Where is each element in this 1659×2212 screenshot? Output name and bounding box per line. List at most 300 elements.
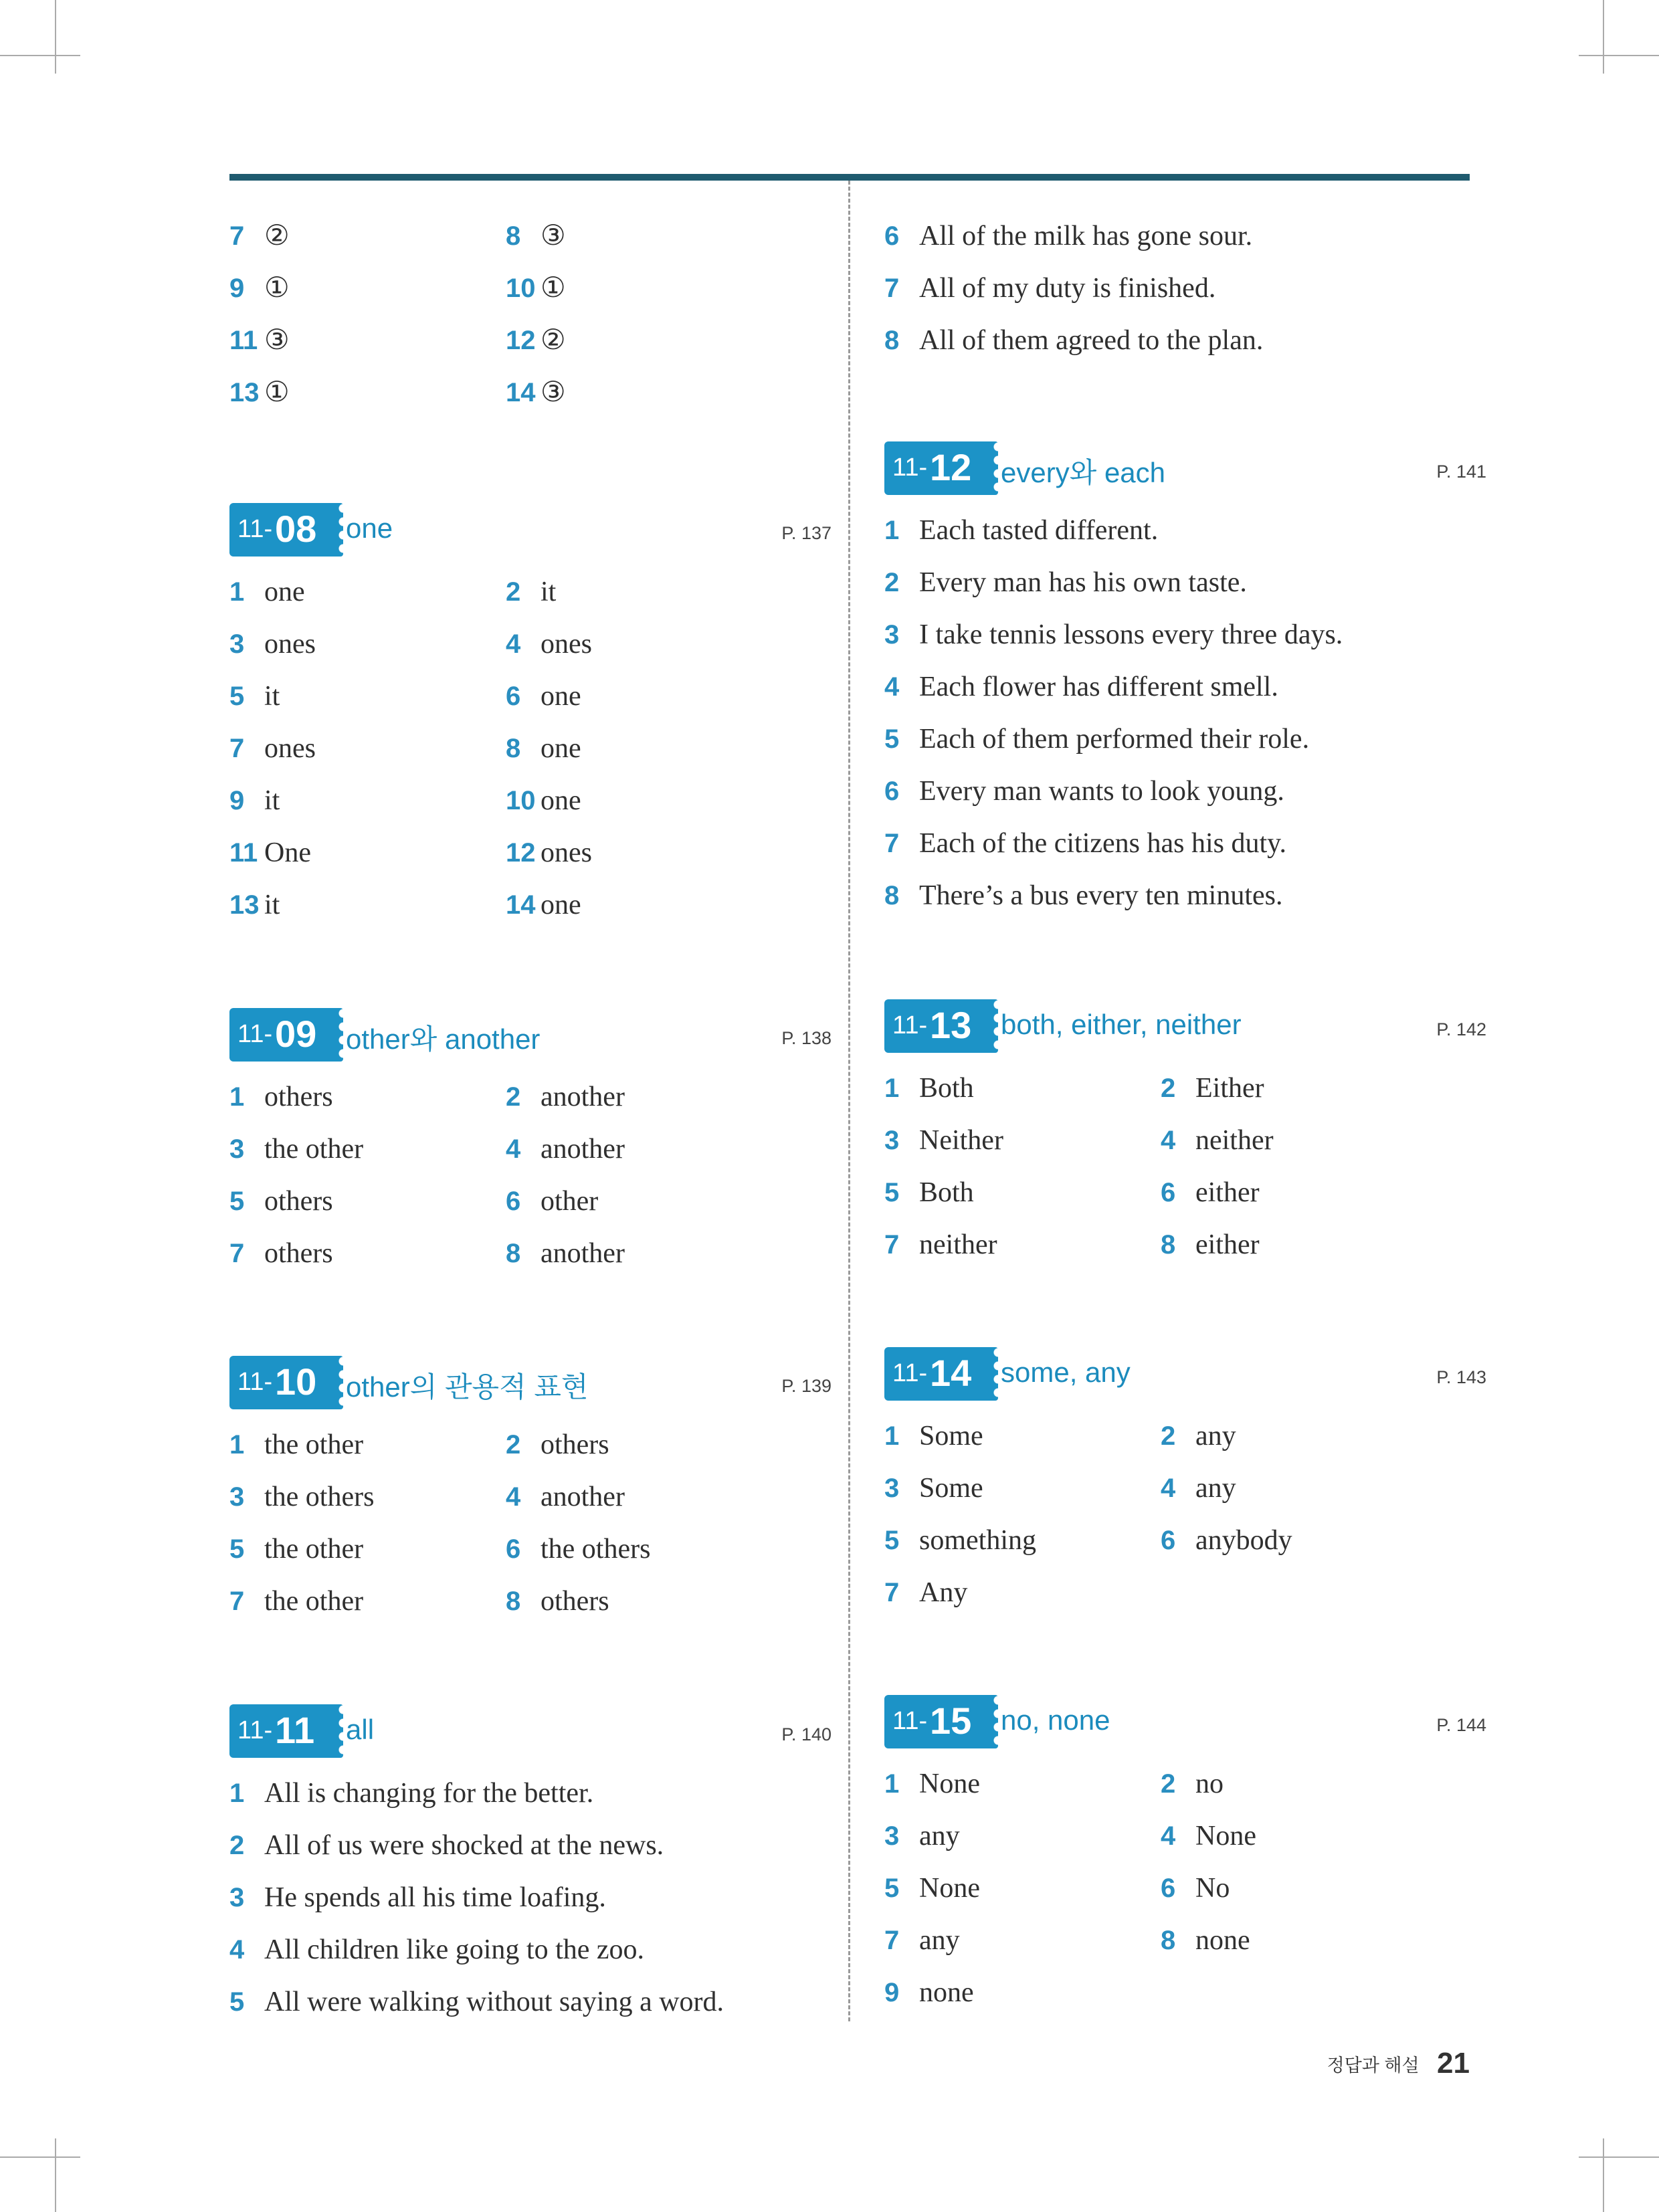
question-number: 5 xyxy=(229,682,245,711)
page-reference: P. 137 xyxy=(781,523,832,543)
answer-item xyxy=(229,314,290,367)
question-number: 8 xyxy=(1161,1230,1176,1260)
answer-item xyxy=(884,1862,980,1914)
answer-text: All is changing for the better. xyxy=(264,1778,594,1809)
answer-text: no xyxy=(1195,1769,1224,1799)
answer-row xyxy=(229,1175,832,1227)
answer-row xyxy=(229,1872,832,1924)
answer-row xyxy=(229,314,832,367)
answer-text: ③ xyxy=(264,325,290,356)
answer-item xyxy=(506,566,556,618)
answer-text: it xyxy=(541,577,557,607)
question-number: 1 xyxy=(229,1082,245,1112)
section-11-11-continued xyxy=(884,210,1486,367)
answer-row xyxy=(229,367,832,419)
answer-item xyxy=(506,1123,625,1175)
answer-item xyxy=(884,504,1158,557)
section-header xyxy=(229,1704,832,1759)
crop-mark xyxy=(55,2138,56,2212)
answer-text: Any xyxy=(919,1577,968,1608)
answer-item xyxy=(884,1114,1003,1167)
answer-item xyxy=(229,1767,593,1819)
answer-item xyxy=(506,775,581,827)
section-badge xyxy=(229,1008,336,1062)
answer-row xyxy=(884,262,1486,314)
section-11-09 xyxy=(229,1008,832,1280)
answer-item xyxy=(506,670,581,722)
answer-text: None xyxy=(919,1873,980,1904)
answer-text: ones xyxy=(264,733,316,764)
answer-item xyxy=(506,1227,625,1280)
answer-row xyxy=(229,1523,832,1575)
answer-row xyxy=(229,1419,832,1471)
answer-text: it xyxy=(264,785,280,816)
question-number: 10 xyxy=(506,786,536,815)
answer-item xyxy=(1161,1914,1250,1967)
question-number: 2 xyxy=(506,577,521,607)
answer-item xyxy=(506,1523,650,1575)
answer-item xyxy=(506,262,566,314)
question-number: 12 xyxy=(506,838,536,868)
section-header xyxy=(884,1347,1486,1402)
section-header xyxy=(229,503,832,558)
badge-code: 10 xyxy=(275,1361,317,1403)
question-number: 14 xyxy=(506,378,536,407)
question-number: 11 xyxy=(229,326,258,355)
section-title: no, none xyxy=(1001,1704,1110,1736)
badge-code: 11 xyxy=(275,1709,315,1751)
badge-code: 08 xyxy=(275,508,317,550)
answer-row xyxy=(884,1914,1486,1967)
answer-item xyxy=(229,879,280,931)
section-title: every와 each xyxy=(1001,457,1166,488)
question-number: 3 xyxy=(884,1126,900,1155)
question-number: 7 xyxy=(229,221,245,251)
question-number: 2 xyxy=(884,568,900,597)
answer-text: Every man has his own taste. xyxy=(919,567,1247,598)
answer-text: either xyxy=(1195,1229,1260,1260)
answer-item xyxy=(884,1514,1036,1567)
answer-item xyxy=(1161,1219,1260,1271)
answer-row xyxy=(229,722,832,775)
question-number: 1 xyxy=(884,516,900,545)
answer-row xyxy=(229,262,832,314)
question-number: 3 xyxy=(229,629,245,659)
question-number: 1 xyxy=(884,1421,900,1451)
question-number: 4 xyxy=(506,1134,521,1164)
answer-item xyxy=(1161,1758,1224,1810)
question-number: 3 xyxy=(229,1883,245,1912)
answer-text: Each flower has different smell. xyxy=(919,672,1278,702)
section-header xyxy=(229,1008,832,1063)
answer-text: one xyxy=(541,890,581,920)
question-number: 6 xyxy=(884,777,900,806)
answer-row xyxy=(884,210,1486,262)
answer-row xyxy=(884,817,1486,870)
answer-text: the other xyxy=(264,1429,364,1460)
answer-text: ① xyxy=(541,273,566,304)
answer-text: ones xyxy=(541,837,592,868)
section-title: other와 another xyxy=(346,1023,541,1055)
question-number: 12 xyxy=(506,326,536,355)
answer-item xyxy=(229,1419,363,1471)
answer-item xyxy=(506,1575,609,1627)
answer-item xyxy=(229,210,290,262)
section-title: some, any xyxy=(1001,1356,1131,1388)
question-number: 9 xyxy=(884,1978,900,2007)
answer-item xyxy=(1161,1167,1260,1219)
answer-text: Both xyxy=(919,1177,974,1208)
crop-mark xyxy=(0,2156,80,2158)
crop-mark xyxy=(1603,0,1604,74)
answer-text: ② xyxy=(264,221,290,252)
section-11-14 xyxy=(884,1347,1486,1619)
answer-item xyxy=(506,618,592,670)
section-title: both, either, neither xyxy=(1001,1009,1242,1040)
badge-prefix: 11- xyxy=(237,1368,273,1396)
question-number: 3 xyxy=(229,1482,245,1512)
answer-text: none xyxy=(919,1977,974,2008)
answer-text: I take tennis lessons every three days. xyxy=(919,619,1343,650)
answer-row xyxy=(884,314,1486,367)
answer-text: either xyxy=(1195,1177,1260,1208)
answer-item xyxy=(506,314,566,367)
answer-text: He spends all his time loafing. xyxy=(264,1882,606,1913)
answer-item xyxy=(884,262,1215,314)
page-reference: P. 141 xyxy=(1436,462,1486,482)
answer-item xyxy=(1161,1862,1230,1914)
question-number: 10 xyxy=(506,274,536,303)
question-number: 8 xyxy=(506,221,521,251)
section-badge xyxy=(229,503,336,557)
answer-text: Every man wants to look young. xyxy=(919,776,1284,807)
answer-text: ① xyxy=(264,273,290,304)
badge-code: 15 xyxy=(930,1700,972,1742)
answer-row xyxy=(884,870,1486,922)
answer-item xyxy=(506,1071,625,1123)
answer-item xyxy=(229,1227,333,1280)
answer-row xyxy=(884,661,1486,713)
question-number: 2 xyxy=(506,1430,521,1460)
answer-item xyxy=(506,1175,598,1227)
answer-row xyxy=(884,1514,1486,1567)
answer-row xyxy=(229,775,832,827)
answer-text: ② xyxy=(541,325,566,356)
answer-row xyxy=(229,1767,832,1819)
section-badge xyxy=(884,441,991,495)
answer-item xyxy=(884,765,1284,817)
column-divider xyxy=(848,181,850,2021)
answer-item xyxy=(884,870,1283,922)
answer-item xyxy=(229,618,316,670)
question-number: 6 xyxy=(506,682,521,711)
answer-item xyxy=(884,1567,967,1619)
question-number: 7 xyxy=(884,274,900,303)
answer-item xyxy=(884,661,1278,713)
answer-item xyxy=(506,367,566,419)
page-reference: P. 143 xyxy=(1436,1367,1486,1387)
answer-text: Both xyxy=(919,1073,974,1104)
question-number: 7 xyxy=(884,1578,900,1607)
question-number: 5 xyxy=(884,1178,900,1207)
answer-row xyxy=(884,1567,1486,1619)
badge-code: 14 xyxy=(930,1352,972,1394)
page-reference: P. 140 xyxy=(781,1724,832,1744)
question-number: 1 xyxy=(884,1769,900,1799)
answer-item xyxy=(506,210,566,262)
badge-prefix: 11- xyxy=(237,1020,273,1048)
answer-text: another xyxy=(541,1082,625,1112)
answer-item xyxy=(1161,1810,1256,1862)
answer-text: Some xyxy=(919,1421,983,1451)
answer-text: Each tasted different. xyxy=(919,515,1159,546)
question-number: 6 xyxy=(884,221,900,251)
crop-mark xyxy=(0,55,80,56)
question-number: 3 xyxy=(884,620,900,649)
question-number: 11 xyxy=(229,838,258,868)
answer-item xyxy=(884,1810,960,1862)
question-number: 5 xyxy=(884,1874,900,1903)
answer-text: others xyxy=(264,1082,333,1112)
question-number: 7 xyxy=(884,829,900,858)
answer-item xyxy=(229,1575,363,1627)
question-number: 8 xyxy=(884,326,900,355)
answer-row xyxy=(229,1227,832,1280)
question-number: 5 xyxy=(229,1987,245,2017)
answer-text: something xyxy=(919,1525,1036,1556)
answer-row xyxy=(884,557,1486,609)
answer-text: All of them agreed to the plan. xyxy=(919,325,1264,356)
answer-item xyxy=(1161,1114,1274,1167)
answer-item xyxy=(884,1167,974,1219)
answer-text: anybody xyxy=(1195,1525,1292,1556)
answer-item xyxy=(229,775,280,827)
answer-text: one xyxy=(541,785,581,816)
answer-item xyxy=(884,1062,974,1114)
answer-row xyxy=(229,827,832,879)
crop-mark xyxy=(1579,55,1659,56)
answer-text: any xyxy=(919,1925,960,1956)
answer-text: it xyxy=(264,890,280,920)
answer-item xyxy=(229,1523,363,1575)
answer-text: the other xyxy=(264,1586,364,1617)
answer-text: All were walking without saying a word. xyxy=(264,1987,724,2017)
question-number: 6 xyxy=(1161,1178,1176,1207)
answer-item xyxy=(229,1872,606,1924)
answer-item xyxy=(884,1914,960,1967)
answer-item xyxy=(1161,1462,1236,1514)
question-number: 9 xyxy=(229,274,245,303)
answer-item xyxy=(884,1462,983,1514)
answer-text: another xyxy=(541,1238,625,1269)
section-11-12 xyxy=(884,441,1486,922)
answer-text: the others xyxy=(264,1482,375,1512)
answer-item xyxy=(506,1471,625,1523)
answer-text: others xyxy=(541,1586,609,1617)
section-badge xyxy=(884,999,991,1053)
answer-row xyxy=(229,1471,832,1523)
answer-text: others xyxy=(264,1238,333,1269)
question-number: 8 xyxy=(1161,1926,1176,1955)
question-number: 8 xyxy=(506,1239,521,1268)
answer-text: the other xyxy=(264,1134,364,1165)
answer-item xyxy=(884,557,1247,609)
question-number: 2 xyxy=(1161,1074,1176,1103)
page-reference: P. 142 xyxy=(1436,1019,1486,1039)
answer-text: any xyxy=(1195,1421,1236,1451)
question-number: 14 xyxy=(506,890,536,920)
answer-item xyxy=(229,1924,644,1976)
question-number: 3 xyxy=(884,1474,900,1503)
answer-text: one xyxy=(541,681,581,712)
answer-row xyxy=(229,1924,832,1976)
page-reference: P. 144 xyxy=(1436,1715,1486,1735)
question-number: 1 xyxy=(229,577,245,607)
answer-row xyxy=(229,1976,832,2028)
answer-item xyxy=(229,367,290,419)
section-badge xyxy=(229,1356,336,1409)
answer-row xyxy=(884,609,1486,661)
answer-item xyxy=(229,566,305,618)
section-badge xyxy=(884,1347,991,1401)
crop-mark xyxy=(55,0,56,74)
section-title: all xyxy=(346,1714,375,1745)
question-number: 8 xyxy=(506,734,521,763)
section-badge xyxy=(884,1695,991,1748)
answer-text: ③ xyxy=(541,221,566,252)
question-number: 4 xyxy=(1161,1821,1176,1851)
footer-label: 정답과 해설 xyxy=(1327,2055,1420,2076)
answer-item xyxy=(229,1471,374,1523)
answer-row xyxy=(884,504,1486,557)
answer-text: There’s a bus every ten minutes. xyxy=(919,880,1283,911)
answer-item xyxy=(884,1219,997,1271)
section-header xyxy=(229,1356,832,1411)
page-reference: P. 139 xyxy=(781,1376,832,1396)
answer-text: No xyxy=(1195,1873,1230,1904)
answer-text: any xyxy=(1195,1473,1236,1504)
crop-mark xyxy=(1603,2138,1604,2212)
answer-text: any xyxy=(919,1821,960,1851)
question-number: 3 xyxy=(229,1134,245,1164)
answer-text: All children like going to the zoo. xyxy=(264,1934,645,1965)
answer-row xyxy=(229,618,832,670)
question-number: 3 xyxy=(884,1821,900,1851)
answer-item xyxy=(229,670,280,722)
answer-row xyxy=(884,1810,1486,1862)
answer-row xyxy=(884,1410,1486,1462)
answer-item xyxy=(229,1819,664,1872)
answer-text: it xyxy=(264,681,280,712)
answer-item xyxy=(229,722,316,775)
question-number: 8 xyxy=(506,1587,521,1616)
answer-row xyxy=(229,1575,832,1627)
answer-text: All of the milk has gone sour. xyxy=(919,221,1253,252)
answer-text: ① xyxy=(264,377,290,408)
answer-item xyxy=(506,879,581,931)
page-reference: P. 138 xyxy=(781,1028,832,1048)
answer-text: other xyxy=(541,1186,599,1217)
answer-item xyxy=(884,1410,983,1462)
answer-row xyxy=(884,713,1486,765)
answer-item xyxy=(506,827,592,879)
section-11-13 xyxy=(884,999,1486,1271)
question-number: 13 xyxy=(229,378,260,407)
answer-text: Some xyxy=(919,1473,983,1504)
question-number: 13 xyxy=(229,890,260,920)
answer-text: ones xyxy=(264,629,316,660)
answer-item xyxy=(884,713,1309,765)
answer-row xyxy=(884,1967,1486,2019)
answer-row xyxy=(884,1114,1486,1167)
answer-item xyxy=(229,1175,333,1227)
answer-item xyxy=(229,827,311,879)
answer-item xyxy=(884,1758,980,1810)
answer-text: None xyxy=(919,1769,980,1799)
section-11-15 xyxy=(884,1695,1486,2019)
answer-row xyxy=(229,670,832,722)
question-number: 1 xyxy=(884,1074,900,1103)
section-header xyxy=(884,441,1486,496)
answer-text: All of my duty is finished. xyxy=(919,273,1216,304)
answer-item xyxy=(506,1419,609,1471)
badge-prefix: 11- xyxy=(892,454,928,482)
answer-item xyxy=(884,314,1263,367)
answer-text: another xyxy=(541,1482,625,1512)
question-number: 4 xyxy=(884,672,900,702)
question-number: 7 xyxy=(229,1239,245,1268)
question-number: 2 xyxy=(1161,1769,1176,1799)
question-number: 4 xyxy=(229,1935,245,1965)
answer-row xyxy=(884,1219,1486,1271)
section-header xyxy=(884,999,1486,1054)
answer-text: Either xyxy=(1195,1073,1264,1104)
answer-text: one xyxy=(264,577,305,607)
question-number: 4 xyxy=(506,629,521,659)
badge-prefix: 11- xyxy=(892,1707,928,1735)
badge-code: 12 xyxy=(930,446,972,488)
question-number: 6 xyxy=(506,1187,521,1216)
badge-code: 09 xyxy=(275,1013,317,1055)
question-number: 7 xyxy=(884,1926,900,1955)
answer-text: others xyxy=(264,1186,333,1217)
answer-item xyxy=(229,1976,724,2028)
question-number: 1 xyxy=(229,1779,245,1808)
answer-item xyxy=(1161,1062,1264,1114)
question-number: 2 xyxy=(506,1082,521,1112)
answer-row xyxy=(229,1071,832,1123)
answer-row xyxy=(884,1862,1486,1914)
question-number: 7 xyxy=(229,1587,245,1616)
answer-item xyxy=(884,609,1343,661)
answer-text: ③ xyxy=(541,377,566,408)
answer-item xyxy=(506,722,581,775)
answer-text: none xyxy=(1195,1925,1250,1956)
badge-prefix: 11- xyxy=(892,1359,928,1387)
question-number: 4 xyxy=(1161,1126,1176,1155)
answer-text: All of us were shocked at the news. xyxy=(264,1830,664,1861)
answer-text: Neither xyxy=(919,1125,1003,1156)
answer-row xyxy=(884,765,1486,817)
question-number: 6 xyxy=(1161,1526,1176,1555)
badge-prefix: 11- xyxy=(237,1716,273,1744)
question-number: 5 xyxy=(229,1534,245,1564)
answer-item xyxy=(229,1123,363,1175)
question-number: 8 xyxy=(884,881,900,910)
section-title: one xyxy=(346,512,393,544)
answer-text: One xyxy=(264,837,311,868)
answer-row xyxy=(229,1819,832,1872)
